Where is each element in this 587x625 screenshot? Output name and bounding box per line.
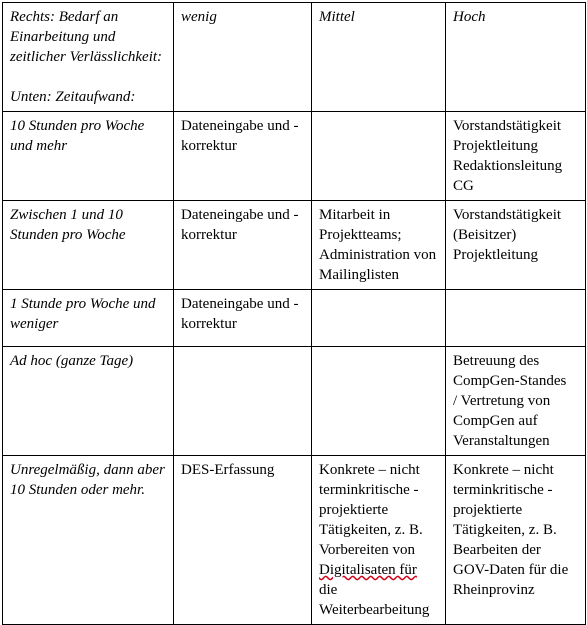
cell-mittel	[312, 347, 446, 456]
cell-line: Rheinprovinz	[453, 582, 535, 598]
header-row	[3, 3, 586, 112]
cell-line: Mitarbeit in	[319, 207, 391, 223]
corner-line: Einarbeitung und	[10, 29, 116, 45]
row-label-line: Ad hoc (ganze Tage)	[10, 353, 134, 369]
cell-line: korrektur	[181, 227, 237, 243]
cell-mittel	[312, 112, 446, 201]
cell-line: (Beisitzer)	[453, 227, 517, 243]
cell-line: terminkritische -	[453, 482, 553, 498]
cell-line: Mailinglisten	[319, 267, 399, 283]
row-label-cell	[3, 456, 174, 625]
cell-line: projektierte	[453, 502, 523, 518]
cell-hoch	[446, 112, 586, 201]
table-row	[3, 347, 586, 456]
cell-line: Tätigkeiten, z. B.	[453, 522, 557, 538]
cell-line: Projektleitung	[453, 247, 538, 263]
cell-wenig	[174, 347, 312, 456]
cell-hoch	[446, 201, 586, 290]
corner-line: Unten: Zeitaufwand:	[10, 89, 136, 105]
cell-line: GOV-Daten für die	[453, 562, 569, 578]
cell-hoch	[446, 290, 586, 347]
corner-header-cell	[3, 3, 174, 112]
cell-line: terminkritische -	[319, 482, 419, 498]
row-label-cell	[3, 201, 174, 290]
cell-mittel	[312, 290, 446, 347]
cell-hoch	[446, 347, 586, 456]
cell-line: korrektur	[181, 138, 237, 154]
cell-line: DES-Erfassung	[181, 462, 275, 478]
cell-wenig	[174, 112, 312, 201]
cell-wenig	[174, 456, 312, 625]
row-label-cell	[3, 347, 174, 456]
table-row	[3, 112, 586, 201]
cell-line: / Vertretung von	[453, 393, 551, 409]
row-label-cell	[3, 112, 174, 201]
cell-mittel	[312, 201, 446, 290]
cell-line: Vorstandstätigkeit	[453, 118, 562, 134]
cell-line: Projektleitung	[453, 138, 538, 154]
cell-line: Veranstaltungen	[453, 433, 550, 449]
cell-mittel	[312, 456, 446, 625]
row-label-line: Zwischen 1 und 10	[10, 207, 123, 223]
corner-line: zeitlicher Verlässlichkeit:	[10, 49, 163, 65]
cell-line: Dateneingabe und -	[181, 296, 299, 312]
column-header-hoch: Hoch	[446, 3, 586, 112]
cell-wenig	[174, 290, 312, 347]
cell-hoch	[446, 456, 586, 625]
table-row	[3, 290, 586, 347]
row-label-line: 1 Stunde pro Woche und	[10, 296, 156, 312]
corner-spacer	[10, 67, 167, 87]
cell-line: CG	[453, 178, 474, 194]
cell-line: die	[319, 582, 338, 598]
cell-line: Bearbeiten der	[453, 542, 541, 558]
cell-line: Weiterbearbeitung	[319, 602, 430, 618]
column-header-wenig: wenig	[174, 3, 312, 112]
volunteer-task-table	[2, 2, 586, 625]
cell-line: Konkrete – nicht	[453, 462, 554, 478]
cell-line: projektierte	[319, 502, 389, 518]
cell-wenig	[174, 201, 312, 290]
corner-line: Rechts: Bedarf an	[10, 9, 119, 25]
table-row	[3, 456, 586, 625]
column-header-mittel: Mittel	[312, 3, 446, 112]
row-label-line: Stunden pro Woche	[10, 227, 126, 243]
row-label-line: weniger	[10, 316, 59, 332]
row-label-cell	[3, 290, 174, 347]
cell-line: Dateneingabe und -	[181, 207, 299, 223]
cell-line: Vorstandstätigkeit	[453, 207, 562, 223]
row-label-line: 10 Stunden pro Woche	[10, 118, 145, 134]
cell-line: Tätigkeiten, z. B.	[319, 522, 423, 538]
row-label-line: und mehr	[10, 138, 68, 154]
table-row	[3, 201, 586, 290]
cell-line: Digitalisaten für	[319, 562, 417, 578]
cell-line: korrektur	[181, 316, 237, 332]
cell-line: Projektteams;	[319, 227, 402, 243]
row-label-line: Unregelmäßig, dann aber	[10, 462, 165, 478]
cell-line: Vorbereiten von	[319, 542, 415, 558]
row-label-line: 10 Stunden oder mehr.	[10, 482, 145, 498]
cell-line: Redaktionsleitung	[453, 158, 563, 174]
cell-line: CompGen-Standes	[453, 373, 567, 389]
cell-line: CompGen auf	[453, 413, 538, 429]
cell-line: Konkrete – nicht	[319, 462, 420, 478]
cell-line: Administration von	[319, 247, 437, 263]
cell-line: Dateneingabe und -	[181, 118, 299, 134]
cell-line: Betreuung des	[453, 353, 540, 369]
